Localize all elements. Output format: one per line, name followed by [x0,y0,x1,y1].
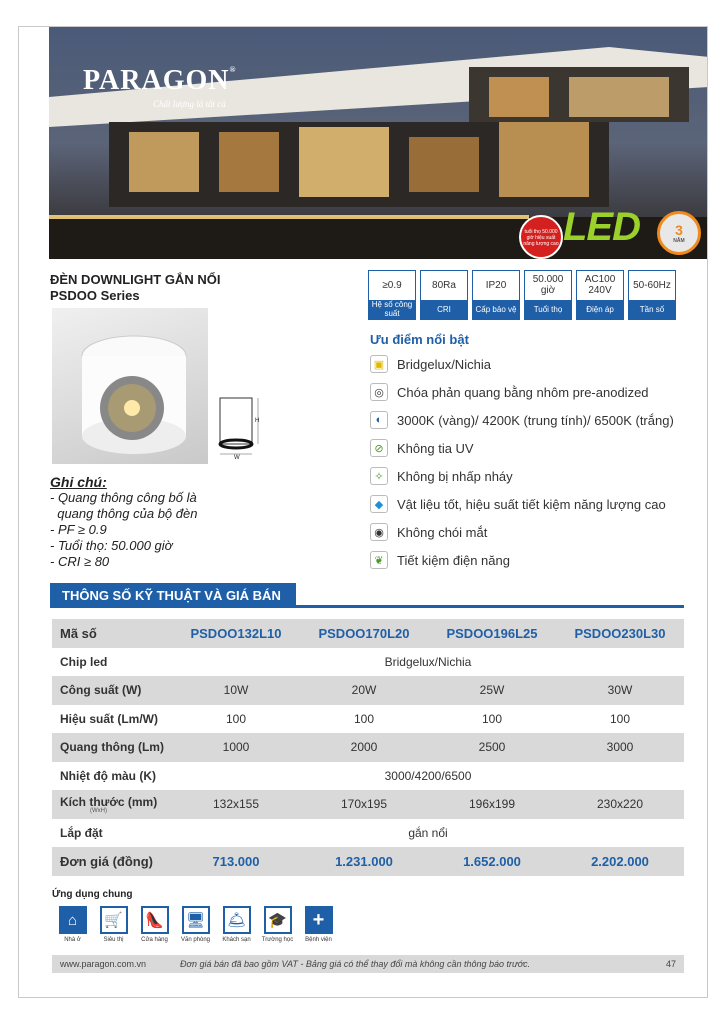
lifetime-badge: tuổi thọ 50.000 giờ hiệu suất năng lượng cao [519,215,563,259]
reflector-icon: ◎ [370,383,388,401]
spec-frequency: 50-60Hz Tần số [628,270,676,320]
notes: Ghi chú: - Quang thông công bố là quang thông của bộ đèn - PF ≥ 0.9 - Tuổi thọ: 50.000 giờ - CRI ≥ 80 [50,474,198,569]
section-title: THÔNG SỐ KỸ THUẬT VÀ GIÁ BÁN [50,583,296,607]
app-item: 🛎 Khách sạn [216,906,257,943]
advantage-item: ◉ Không chói mắt [370,523,690,541]
advantage-item: ◆ Vật liệu tốt, hiệu suất tiết kiệm năng lượng cao [370,495,690,513]
house-icon: ⌂ [59,906,87,934]
table-row: Kích thước (mm) (WxH) 132x155 170x195 196x199 230x220 [52,790,684,819]
no-flicker-icon: ✧ [370,467,388,485]
hero-image [49,27,708,259]
table-row: Đơn giá (đồng) 713.000 1.231.000 1.652.000 2.202.000 [52,847,684,876]
diamond-icon: ◆ [370,495,388,513]
app-item: ⌂ Nhà ở [52,906,93,943]
page-number: 47 [665,959,676,969]
app-item: 👠 Cửa hàng [134,906,175,943]
spec-boxes [368,270,680,320]
no-uv-icon: ⊘ [370,439,388,457]
led-label: LED [563,205,640,249]
spec-lifetime: 50.000 giờ Tuổi thọ [524,270,572,320]
spec-cri: 80Ra CRI [420,270,468,320]
advantage-item: ◐ 3000K (vàng)/ 4200K (trung tính)/ 6500K (trắng) [370,411,690,429]
advantage-item: ❦ Tiết kiệm điện năng [370,551,690,569]
table-row: Công suất (W) 10W 20W 25W 30W [52,676,684,705]
table-row: Chip led Bridgelux/Nichia [60,654,472,669]
advantage-item: ✧ Không bị nhấp nháy [370,467,690,485]
chip-icon: ▣ [370,355,388,373]
advantage-item: ⊘ Không tia UV [370,439,690,457]
product-title: ĐÈN DOWNLIGHT GẮN NỔI PSDOO Series [50,272,221,303]
product-photo [52,308,208,464]
applications [52,906,339,943]
advantages-title: Ưu điểm nổi bật [370,332,469,347]
table-row: Nhiệt độ màu (K) 3000/4200/6500 [60,768,472,783]
eye-icon: ◉ [370,523,388,541]
advantage-item: ▣ Bridgelux/Nichia [370,355,690,373]
app-item: 🛒 Siêu thị [93,906,134,943]
app-item: 🖥 Văn phòng [175,906,216,943]
hospital-icon: + [305,906,333,934]
dimension-drawing [216,392,264,460]
footer-note: Đơn giá bán đã bao gồm VAT - Bảng giá có thể thay đổi mà không cần thông báo trước. [180,959,531,969]
spec-voltage: AC100 240V Điện áp [576,270,624,320]
advantage-item: ◎ Chóa phản quang bằng nhôm pre-anodized [370,383,690,401]
spec-power-factor: ≥0.9 Hệ số công suất [368,270,416,320]
color-temp-icon: ◐ [370,411,388,429]
table-row: Lắp đặt gắn nổi [60,825,448,840]
monitor-icon: 🖥 [182,906,210,934]
warranty-badge: 3 NĂM [657,211,701,255]
graduation-icon: 🎓 [264,906,292,934]
hotel-icon: 🛎 [223,906,251,934]
cart-icon: 🛒 [100,906,128,934]
table-row: Hiệu suất (Lm/W) 100 100 100 100 [60,711,631,726]
footer [52,955,684,973]
app-item: 🎓 Trường học [257,906,298,943]
table-row: Quang thông (Lm) 1000 2000 2500 3000 [52,733,684,762]
plant-icon: ❦ [370,551,388,569]
brand-slogan: Chất lượng là tất cả [153,99,226,109]
dim-w-label: W [234,455,240,461]
footer-url[interactable]: www.paragon.com.vn [60,959,147,969]
table-row: Mã số PSDOO132L10 PSDOO170L20 PSDOO196L25 PSDOO230L30 [52,619,684,648]
spec-price-table [52,619,684,876]
section-divider [50,605,684,608]
applications-title: Ứng dụng chung [52,889,133,900]
dim-h-label: H [255,418,260,424]
spec-ip: IP20 Cấp bảo vệ [472,270,520,320]
brand-logo: PARAGON® [83,65,237,96]
app-item: + Bệnh viện [298,906,339,943]
shoe-icon: 👠 [141,906,169,934]
